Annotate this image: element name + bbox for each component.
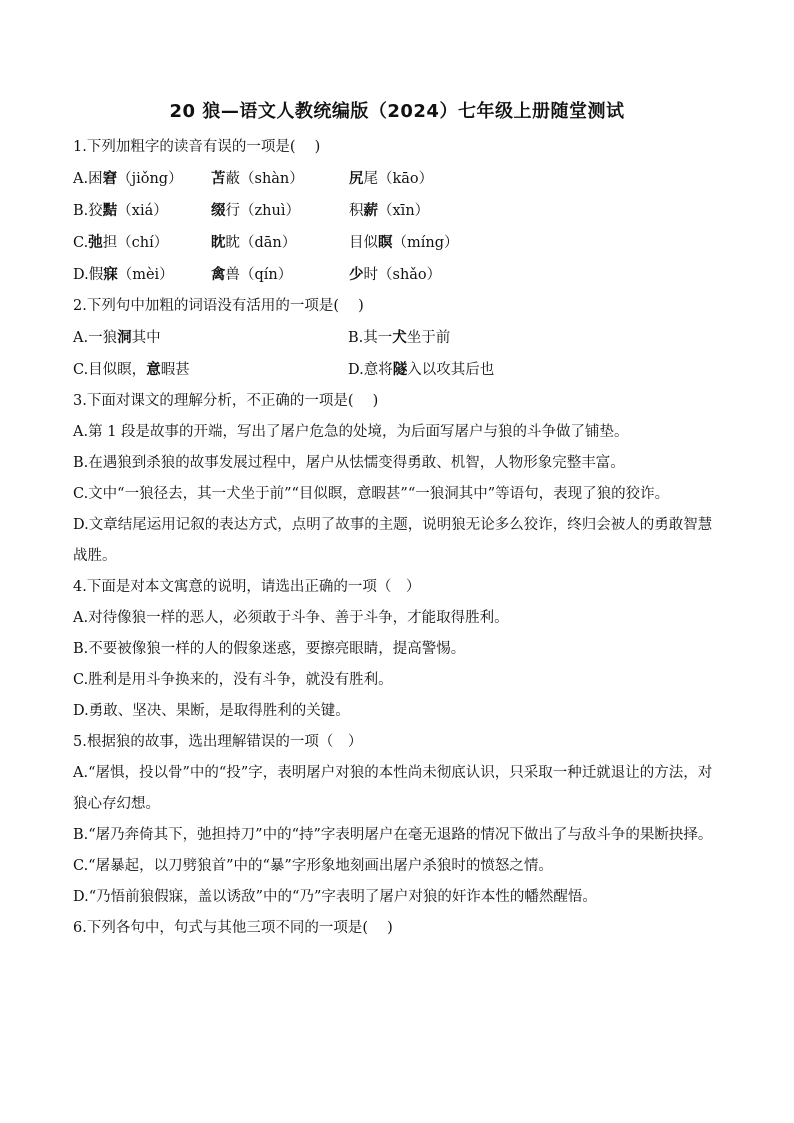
bold-target-char: 洞	[117, 329, 132, 346]
page-title: 20 狼—语文人教统编版（2024）七年级上册随堂测试	[169, 101, 625, 122]
option-b: B.在遇狼到杀狼的故事发展过程中，屠户从怯懦变得勇敢、机智，人物形象完整丰富。	[73, 455, 625, 471]
option-cell	[73, 354, 348, 386]
option-text: B.其一	[348, 330, 393, 346]
option-a: A.第 1 段是故事的开端，写出了屠户危急的处境，为后面写屠户与狼的斗争做了铺垫。	[73, 424, 629, 440]
option-row	[73, 227, 721, 259]
question-stem: 3.下面对课文的理解分析，不正确的一项是( )	[73, 393, 379, 409]
question-stem: 5.根据狼的故事，选出理解错误的一项（ ）	[73, 734, 363, 750]
question-stem: 6.下列各句中，句式与其他三项不同的一项是( )	[73, 920, 393, 936]
bold-target-char: 眈	[211, 234, 226, 251]
question-stem: 1.下列加粗字的读音有误的一项是( )	[73, 139, 321, 155]
option-cell	[211, 259, 349, 291]
option-text: 假	[88, 267, 104, 283]
option-text: （xiá）	[117, 203, 168, 219]
option-row	[73, 195, 721, 227]
option-cell	[349, 195, 487, 227]
option-d: D.勇敢、坚决、果断，是取得胜利的关键。	[73, 703, 350, 719]
option-a: A.对待像狼一样的恶人，必须敢于斗争、善于斗争，才能取得胜利。	[73, 610, 509, 626]
option-cell	[349, 163, 487, 195]
bold-target-char: 隧	[392, 361, 408, 378]
bold-target-char: 禽	[211, 266, 226, 283]
option-c: C.胜利是用斗争换来的，没有斗争，就没有胜利。	[73, 672, 393, 688]
bold-target-char: 瞑	[378, 234, 393, 251]
option-text: A.一狼	[73, 330, 118, 346]
option-cell	[73, 259, 211, 291]
question-3	[73, 386, 721, 572]
option-text: A.	[73, 171, 89, 187]
bold-target-char: 少	[349, 266, 364, 283]
option-cell	[349, 259, 487, 291]
q2-options	[73, 322, 721, 386]
question-5	[73, 727, 721, 913]
option-text: （xīn）	[378, 203, 430, 219]
question-2	[73, 291, 721, 386]
bold-target-char: 窘	[102, 170, 118, 187]
option-text: D.意将	[348, 362, 393, 378]
bold-target-char: 犬	[392, 329, 407, 346]
option-text: 困	[88, 171, 103, 187]
option-text: 担（chí）	[102, 235, 169, 251]
option-text: （mèi）	[117, 267, 174, 283]
option-row	[73, 163, 721, 195]
bold-target-char: 寐	[103, 266, 118, 283]
option-row	[73, 354, 721, 386]
option-text: 时（shǎo）	[363, 267, 442, 283]
option-text: 行（zhuì）	[225, 203, 300, 219]
bold-target-char: 缀	[211, 202, 226, 219]
option-c: C.“屠暴起，以刀劈狼首”中的“暴”字形象地刻画出屠户杀狼时的愤怒之情。	[73, 858, 553, 874]
bold-target-char: 黠	[102, 202, 118, 219]
option-cell	[73, 322, 348, 354]
option-cell	[211, 163, 349, 195]
option-a: A.“屠惧，投以骨”中的“投”字，表明屠户对狼的本性尚未彻底认识，只采取一种迁就退让的方法，对狼心存幻想。	[73, 765, 713, 812]
option-text: 其中	[131, 330, 161, 346]
question-6	[73, 913, 721, 944]
option-b: B.“屠乃奔倚其下，弛担持刀”中的“持”字表明屠户在毫无退路的情况下做出了与敌斗争的果断抉择。	[73, 827, 713, 843]
option-cell	[73, 163, 211, 195]
bold-target-char: 意	[146, 361, 161, 378]
option-d: D.“乃悟前狼假寐，盖以诱敌”中的“乃”字表明了屠户对狼的奸诈本性的幡然醒悟。	[73, 889, 597, 905]
option-cell	[211, 227, 349, 259]
option-text: （jiǒng）	[117, 171, 183, 187]
question-1	[73, 132, 721, 291]
option-text: 尾（kāo）	[363, 171, 434, 187]
option-text: 积	[349, 203, 364, 219]
option-text: D.	[73, 267, 89, 283]
option-row	[73, 259, 721, 291]
option-text: （míng）	[392, 235, 459, 251]
option-text: 暇甚	[160, 362, 190, 378]
option-row	[73, 322, 721, 354]
option-cell	[211, 195, 349, 227]
option-c: C.文中“一狼径去，其一犬坐于前”“目似瞑，意暇甚”“一狼洞其中”等语句，表现了狼的狡诈。	[73, 486, 670, 502]
q1-options	[73, 163, 721, 291]
question-list	[73, 132, 721, 944]
bold-target-char: 尻	[349, 170, 364, 187]
option-cell	[349, 227, 487, 259]
option-cell	[73, 227, 211, 259]
option-cell	[348, 322, 623, 354]
option-b: B.不要被像狼一样的人的假象迷惑，要擦亮眼睛，提高警惕。	[73, 641, 466, 657]
option-text: 入以攻其后也	[407, 362, 495, 378]
option-d: D.文章结尾运用记叙的表达方式，点明了故事的主题，说明狼无论多么狡诈，终归会被人的勇敢智慧战胜。	[73, 517, 713, 564]
bold-target-char: 苫	[211, 170, 226, 187]
option-text: 目似	[349, 235, 378, 251]
option-text: 眈（dān）	[225, 235, 297, 251]
option-text: B.	[73, 203, 89, 219]
question-stem: 2.下列句中加粗的词语没有活用的一项是( )	[73, 298, 364, 314]
option-text: C.目似瞑，	[73, 362, 147, 378]
option-cell	[348, 354, 623, 386]
option-text: 坐于前	[406, 330, 451, 346]
question-stem: 4.下面是对本文寓意的说明，请选出正确的一项（ ）	[73, 579, 421, 595]
option-text: 狡	[88, 203, 103, 219]
option-text: 兽（qín）	[225, 267, 293, 283]
option-text: 蔽（shàn）	[225, 171, 304, 187]
question-4	[73, 572, 721, 727]
option-cell	[73, 195, 211, 227]
bold-target-char: 薪	[363, 202, 378, 219]
bold-target-char: 弛	[88, 234, 103, 251]
option-text: C.	[73, 235, 89, 251]
